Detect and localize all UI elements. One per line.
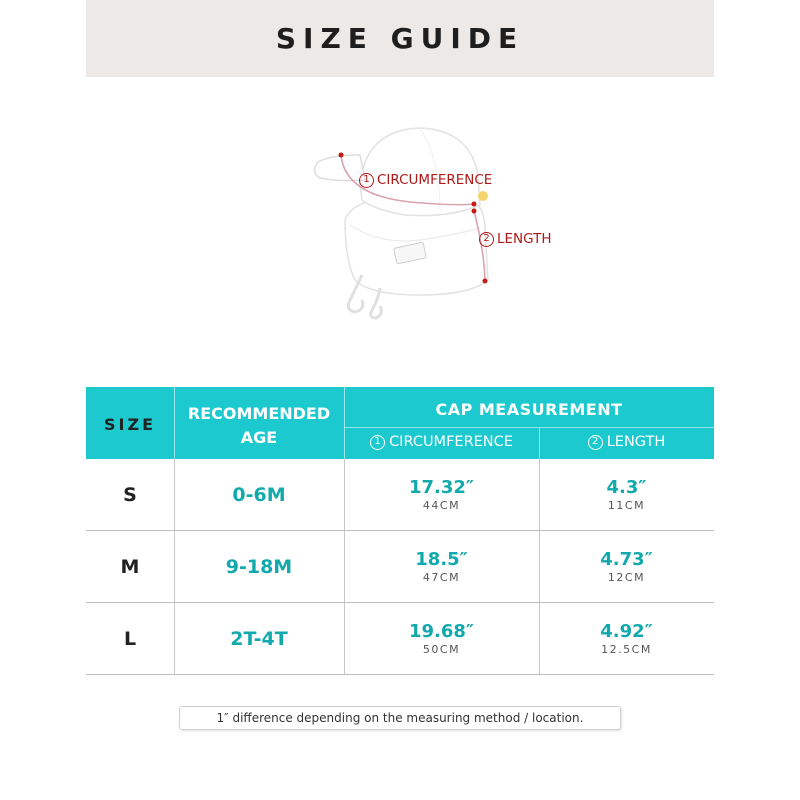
table-row xyxy=(86,603,714,675)
circumference-cm: 47CM xyxy=(422,570,461,584)
title-band xyxy=(86,0,714,77)
circumference-inches: 19.68″ xyxy=(409,620,474,642)
table-body xyxy=(86,459,714,675)
length-cm: 11CM xyxy=(607,498,646,512)
size-cell: L xyxy=(123,627,137,650)
header-age-line1: RECOMMENDED xyxy=(187,404,331,423)
size-table xyxy=(86,387,714,675)
header-size: SIZE xyxy=(103,415,156,434)
hat-illustration xyxy=(0,100,800,360)
header-age-line2: AGE xyxy=(240,428,278,447)
length-cell xyxy=(539,459,714,530)
length-inches: 4.3″ xyxy=(606,476,647,498)
measurement-note: 1″ difference depending on the measuring method / location. xyxy=(179,706,621,730)
length-text: LENGTH xyxy=(497,231,552,247)
length-inches: 4.73″ xyxy=(600,548,653,570)
header-age xyxy=(174,402,344,450)
length-cell xyxy=(539,603,714,674)
header-length xyxy=(539,434,714,450)
length-cm: 12CM xyxy=(607,570,646,584)
hat-diagram xyxy=(0,100,800,360)
circumference-cell xyxy=(344,531,539,602)
header-circumference xyxy=(344,434,539,450)
header-length-text: LENGTH xyxy=(606,434,666,450)
circumference-inches: 17.32″ xyxy=(409,476,474,498)
age-cell: 0-6M xyxy=(232,483,286,506)
table-header xyxy=(86,387,714,459)
circumference-cell xyxy=(344,459,539,530)
length-cell xyxy=(539,531,714,602)
length-inches: 4.92″ xyxy=(600,620,653,642)
circumference-cm: 50CM xyxy=(422,642,461,656)
page-title: SIZE GUIDE xyxy=(275,22,525,55)
hat-brim xyxy=(314,155,365,181)
number-two-badge: 2 xyxy=(479,232,494,247)
age-cell: 2T-4T xyxy=(230,627,288,650)
size-cell: M xyxy=(120,555,140,578)
age-cell: 9-18M xyxy=(225,555,293,578)
number-two-badge: 2 xyxy=(588,435,603,450)
number-one-badge: 1 xyxy=(370,435,385,450)
length-cm: 12.5CM xyxy=(601,642,652,656)
circumference-inches: 18.5″ xyxy=(415,548,468,570)
table-row xyxy=(86,459,714,531)
table-row xyxy=(86,531,714,603)
circumference-label xyxy=(359,172,492,188)
number-one-badge: 1 xyxy=(359,173,374,188)
circumference-cm: 44CM xyxy=(422,498,461,512)
size-cell: S xyxy=(123,483,137,506)
header-cap-measurement: CAP MEASUREMENT xyxy=(435,400,623,419)
header-circumference-text: CIRCUMFERENCE xyxy=(389,434,513,450)
flower-decoration xyxy=(478,191,488,201)
length-label xyxy=(479,231,552,247)
circumference-text: CIRCUMFERENCE xyxy=(377,172,493,188)
circumference-cell xyxy=(344,603,539,674)
